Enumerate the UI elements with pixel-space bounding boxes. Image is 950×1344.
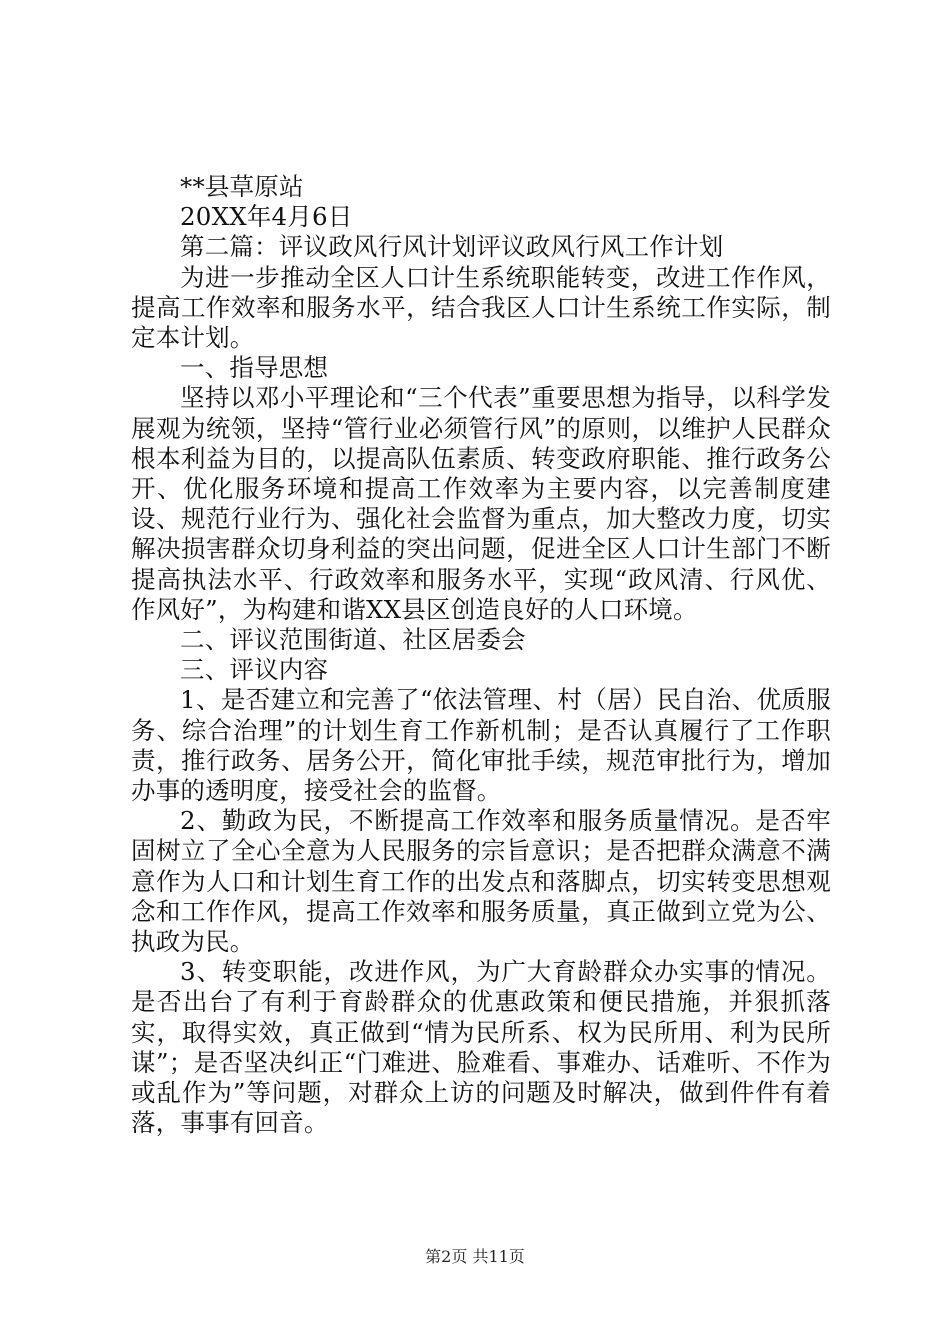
heading-review-scope: 二、评议范围街道、社区居委会: [180, 625, 526, 655]
signature-date: 20XX年4月6日: [180, 202, 353, 232]
review-item-2: 2、勤政为民，不断提高工作效率和服务质量情况。是否牢固树立了全心全意为人民服务的宗旨意识；是否把群众满意不满意作为人口和计划生育工作的出发点和落脚点，切实转变思想观念和工作作风，提高工作效率和服务质量，真正做到立党为公、执政为民。: [131, 806, 831, 957]
page-number-footer: 第2页 共11页: [425, 1247, 525, 1266]
document-body: [131, 172, 831, 1139]
heading-review-content: 三、评议内容: [180, 655, 329, 685]
guiding-thought-paragraph: 坚持以邓小平理论和“三个代表”重要思想为指导，以科学发展观为统领，坚持“管行业必须管行风”的原则，以维护人民群众根本利益为目的，以提高队伍素质、转变政府职能、推行政务公开、优化服务环境和提高工作效率为主要内容，以完善制度建设、规范行业行为、强化社会监督为重点，加大整改力度，切实解决损害群众切身利益的突出问题，促进全区人口计生部门不断提高执法水平、行政效率和服务水平，实现“政风清、行风优、作风好”，为构建和谐XX县区创造良好的人口环境。: [131, 383, 831, 624]
review-item-3: 3、转变职能，改进作风，为广大育龄群众办实事的情况。是否出台了有利于育龄群众的优惠政策和便民措施，并狠抓落实，取得实效，真正做到“情为民所系、权为民所用、利为民所谋”；是否坚决纠正“门难进、脸难看、事难办、话难听、不作为或乱作为”等问题，对群众上访的问题及时解决，做到件件有着落，事事有回音。: [131, 957, 831, 1138]
intro-paragraph: 为进一步推动全区人口计生系统职能转变，改进工作作风，提高工作效率和服务水平，结合我区人口计生系统工作实际，制定本计划。: [131, 262, 831, 353]
section-title: 第二篇：评议政风行风计划评议政风行风工作计划: [180, 232, 724, 262]
heading-guiding-thought: 一、指导思想: [180, 353, 329, 383]
signature-organization: **县草原站: [180, 172, 304, 201]
review-item-1: 1、是否建立和完善了“依法管理、村（居）民自治、优质服务、综合治理”的计划生育工作新机制；是否认真履行了工作职责，推行政务、居务公开，简化审批手续，规范审批行为，增加办事的透明度，接受社会的监督。: [131, 685, 831, 806]
